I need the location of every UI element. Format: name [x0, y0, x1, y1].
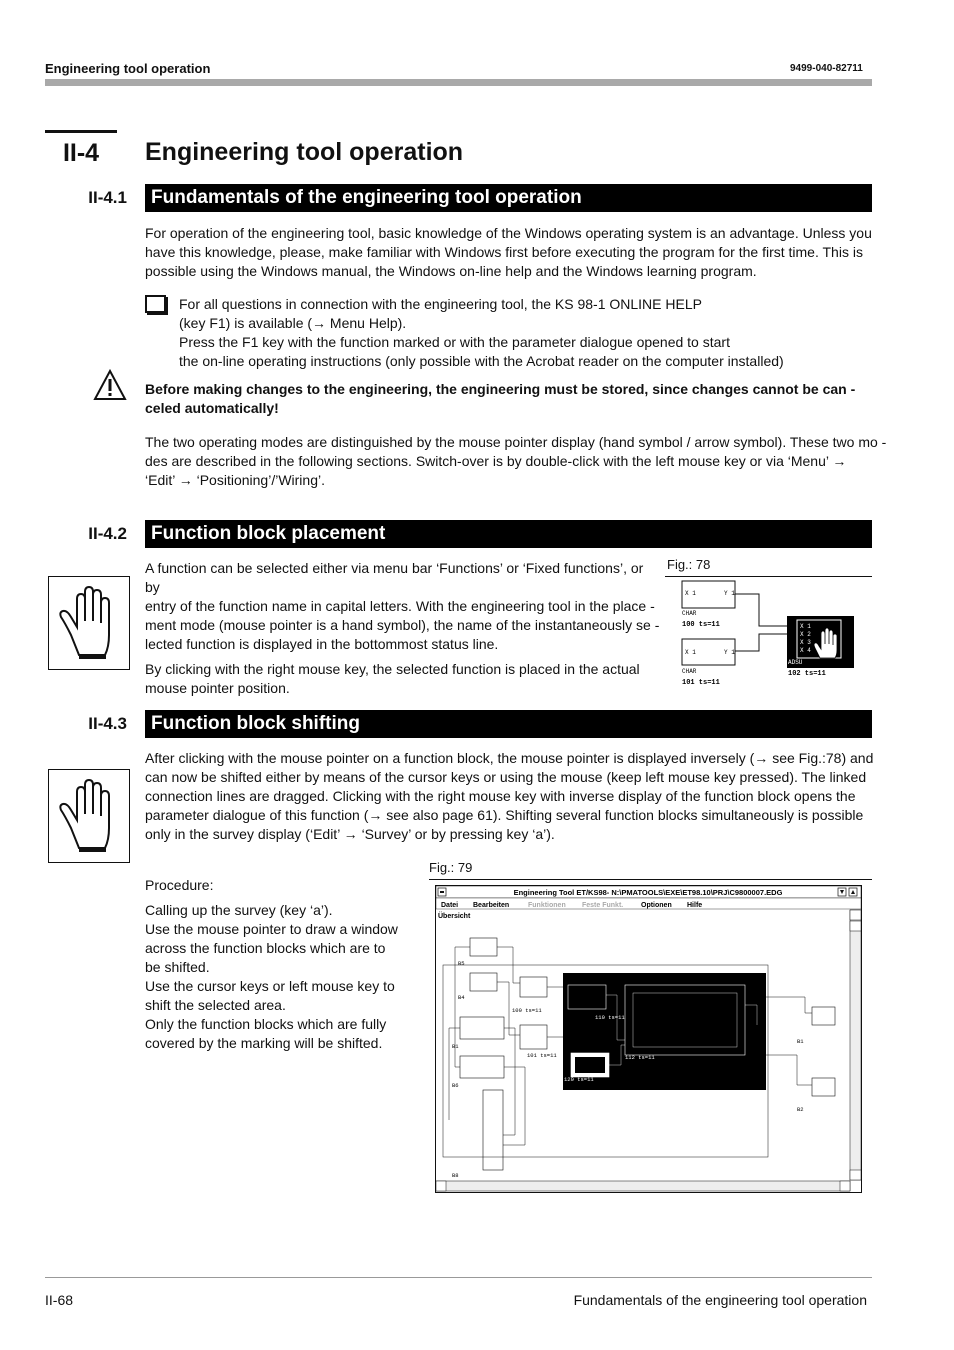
block-1-output: Y 1: [724, 590, 735, 597]
text-line: Press the F1 key with the function marked or with the parameter dialogue opened to start: [179, 334, 730, 350]
block-2-type: CHAR: [682, 668, 697, 675]
block-2-id: 101 ts=11: [682, 679, 720, 687]
text-line: celed automatically!: [145, 400, 279, 416]
warning-paragraph: [145, 380, 855, 418]
block-label: B5: [458, 960, 465, 967]
figure-78-rule: [665, 576, 872, 577]
menu-feste-funkt: Feste Funkt.: [582, 902, 624, 909]
block-label: B4: [458, 994, 465, 1001]
text-line: parameter dialogue of this function (→ see also page 61). Shifting several function blocks simultaneously is possible: [145, 807, 864, 823]
text-line: across the function blocks which are to: [145, 940, 386, 956]
text-line: A function can be selected either via menu bar ‘Functions’ or ‘Fixed functions’, or by: [145, 560, 644, 595]
document-number: 9499-040-82711: [790, 63, 863, 74]
section-title-1: Fundamentals of the engineering tool operation: [145, 184, 872, 212]
section-number-1: II-4.1: [88, 188, 127, 207]
figure-78-diagram: [665, 578, 871, 690]
block-label: 110 ts=11: [595, 1014, 625, 1021]
text-line: have this knowledge, please, make familiar with Windows first before executing the program for the first time. This is: [145, 244, 863, 260]
running-header-title: Engineering tool operation: [45, 61, 211, 76]
text-line: entry of the function name in capital letters. With the engineering tool in the place -: [145, 598, 655, 614]
block-1-id: 100 ts=11: [682, 621, 720, 629]
text-line: Use the cursor keys or left mouse key to: [145, 978, 395, 994]
menu-datei: Datei: [441, 902, 459, 909]
block-label: B8: [452, 1172, 459, 1179]
block-3-id: 102 ts=11: [788, 670, 826, 678]
figure-78-label: Fig.: 78: [667, 557, 711, 572]
section-title-2: Function block placement: [145, 520, 872, 548]
block-2-input: X 1: [685, 649, 696, 656]
page-number: II-68: [45, 1292, 74, 1308]
menu-hilfe: Hilfe: [687, 902, 703, 909]
text-line: For operation of the engineering tool, basic knowledge of the Windows operating system is an advantage. Unless you: [145, 225, 872, 241]
section-number-3: II-4.3: [88, 714, 127, 733]
procedure-steps: [145, 901, 415, 1053]
menu-optionen: Optionen: [641, 902, 672, 909]
text-line: lected function is displayed in the bottommost status line.: [145, 636, 499, 652]
text-line: des are described in the following sections. Switch-over is by double-click with the left mouse key or via ‘Menu’ →: [145, 453, 847, 469]
block-label: 120 ts=11: [564, 1076, 594, 1083]
block-3-input-4: X 4: [800, 647, 811, 654]
figure-79-label: Fig.: 79: [429, 860, 473, 875]
text-line: ment mode (mouse pointer is a hand symbol), the name of the instantaneously se -: [145, 617, 660, 633]
text-line: (key F1) is available (→ Menu Help).: [179, 315, 407, 331]
text-line: Use the mouse pointer to draw a window: [145, 921, 398, 937]
block-2-output: Y 1: [724, 649, 735, 656]
block-1-input: X 1: [685, 590, 696, 597]
text-line: ‘Edit’ → ‘Positioning’/’Wiring’.: [145, 472, 325, 488]
text-line: Before making changes to the engineering, the engineering must be stored, since changes cannot be can -: [145, 381, 856, 397]
text-line: Calling up the survey (key ‘a’).: [145, 902, 333, 918]
section-number-2: II-4.2: [88, 524, 127, 543]
text-line: can now be shifted either by means of the cursor keys or using the mouse (keep left mouse key pressed). The linked: [145, 769, 867, 785]
block-3-input-2: X 2: [800, 631, 811, 638]
text-line: the on-line operating instructions (only possible with the Acrobat reader on the computer installed): [179, 353, 784, 369]
figure-79-rule: [429, 879, 872, 880]
chapter-title: Engineering tool operation: [145, 138, 464, 166]
placement-paragraph: [145, 559, 660, 698]
block-1-type: CHAR: [682, 610, 697, 617]
block-label: B1: [452, 1043, 459, 1050]
warning-triangle-icon: [93, 369, 127, 401]
text-line: After clicking with the mouse pointer on a function block, the mouse pointer is displayed inversely (→ see Fig.:78) and: [145, 750, 874, 766]
text-line: only in the survey display (‘Edit’ → ‘Survey’ or by pressing key ‘a’).: [145, 826, 555, 842]
modes-paragraph: [145, 433, 886, 490]
text-line: covered by the marking will be shifted.: [145, 1035, 383, 1051]
section-title-3: Function block shifting: [145, 710, 872, 738]
header-rule: [45, 79, 872, 86]
figure-79-screenshot: [435, 885, 862, 1193]
block-label: B2: [797, 1106, 804, 1113]
footer-rule: [45, 1277, 872, 1278]
text-line: Only the function blocks which are fully: [145, 1016, 387, 1032]
text-line: connection lines are dragged. Clicking with the right mouse key with inverse display of the function block opens the: [145, 788, 856, 804]
menu-funktionen: Funktionen: [528, 902, 566, 909]
block-3-type: ADSU: [788, 659, 803, 666]
text-line: shift the selected area.: [145, 997, 286, 1013]
block-label: B6: [452, 1082, 459, 1089]
menu-bearbeiten: Bearbeiten: [473, 902, 510, 909]
text-line: By clicking with the right mouse key, the selected function is placed in the actual: [145, 661, 640, 677]
block-label: 101 ts=11: [527, 1052, 557, 1059]
block-3-input-3: X 3: [800, 639, 811, 646]
view-label: Übersicht: [438, 913, 471, 920]
procedure-title: Procedure:: [145, 877, 214, 893]
text-line: be shifted.: [145, 959, 210, 975]
hand-symbol-icon: [48, 576, 130, 670]
text-line: mouse pointer position.: [145, 680, 290, 696]
hand-symbol-icon: [48, 769, 130, 863]
block-label: 112 ts=11: [625, 1054, 655, 1061]
block-label: B1: [797, 1038, 804, 1045]
intro-paragraph: [145, 224, 872, 281]
note-paragraph: [179, 295, 784, 371]
footer-section-title: Fundamentals of the engineering tool operation: [573, 1292, 867, 1308]
text-line: The two operating modes are distinguished by the mouse pointer display (hand symbol / arrow symbol). These two mo -: [145, 434, 887, 450]
chapter-number: II-4: [45, 130, 117, 168]
block-label: 100 ts=11: [512, 1007, 542, 1014]
text-line: possible using the Windows manual, the Windows on-line help and the Windows learning program.: [145, 263, 757, 279]
block-3-input-1: X 1: [800, 623, 811, 630]
window-title: Engineering Tool ET/KS98- N:\PMATOOLS\EXE\ET98.10\PRJ\C9800007.EDG: [513, 888, 783, 897]
text-line: For all questions in connection with the engineering tool, the KS 98-1 ONLINE HELP: [179, 296, 702, 312]
note-checkbox-icon: [145, 295, 166, 313]
shifting-paragraph: [145, 749, 873, 844]
